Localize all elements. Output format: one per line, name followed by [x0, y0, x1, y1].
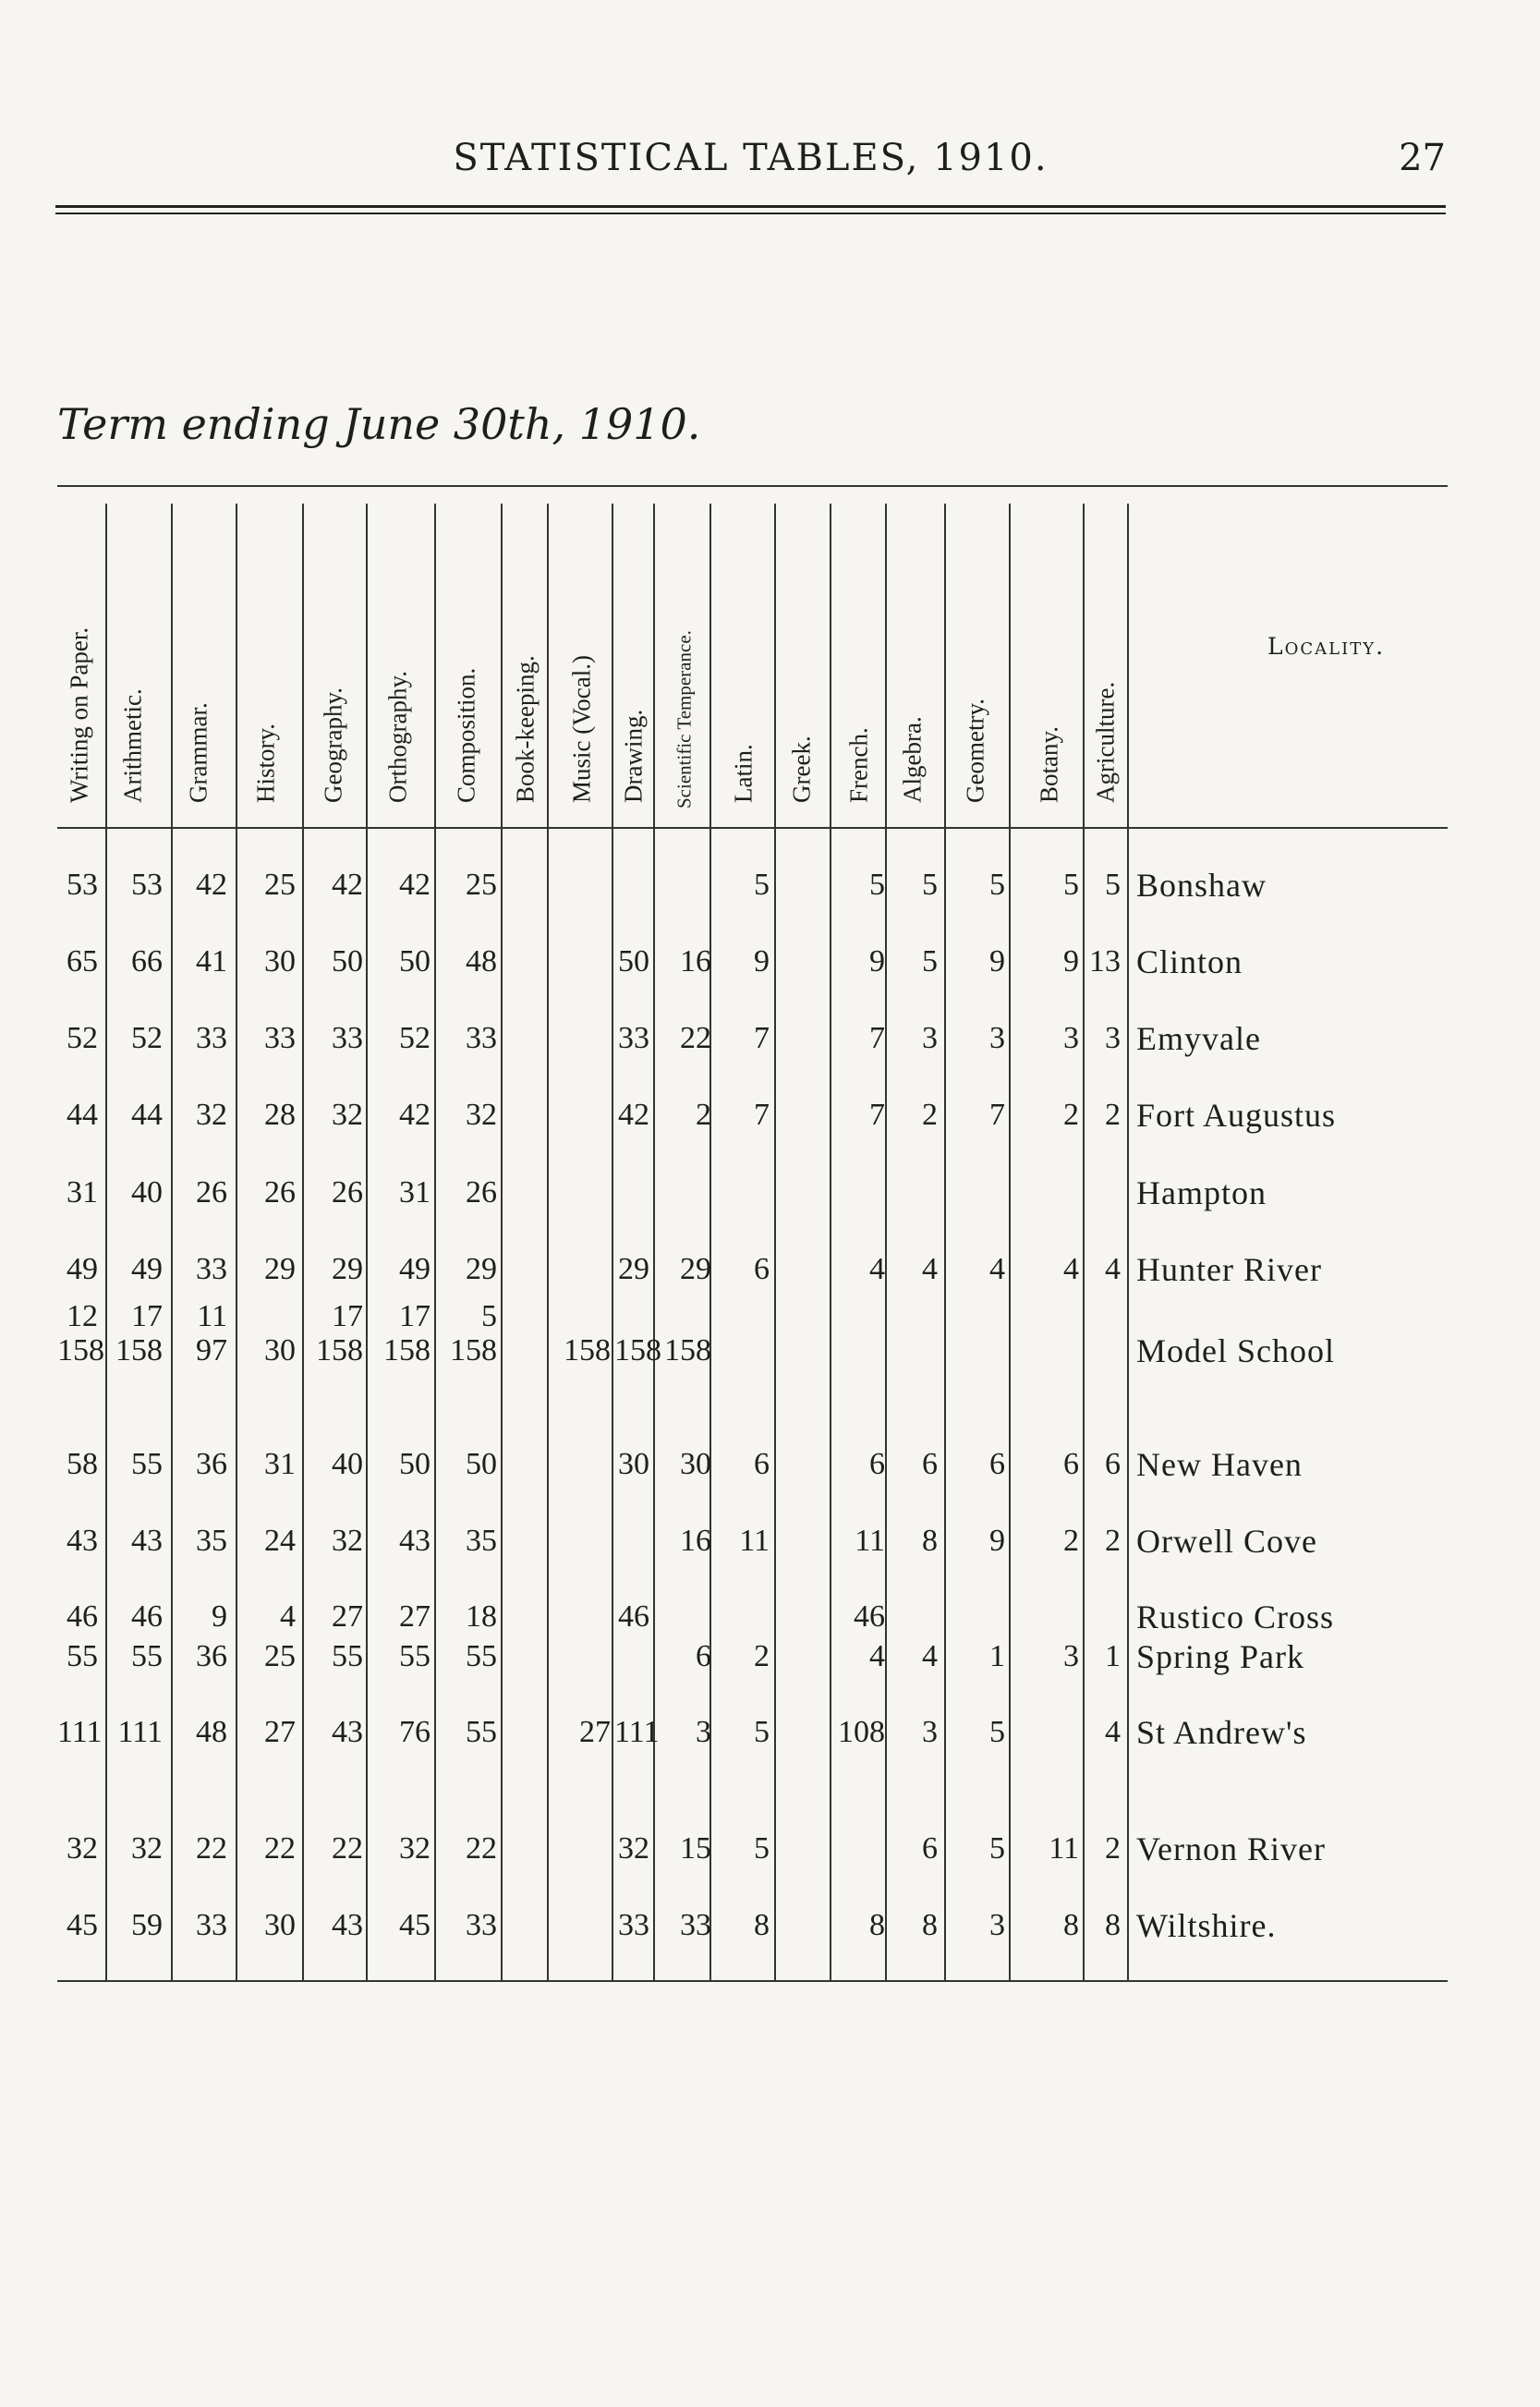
column-divider	[302, 504, 304, 1980]
table-cell: 2	[754, 1639, 770, 1673]
table-cell: 43	[67, 1524, 98, 1558]
table-cell: 59	[131, 1908, 163, 1942]
table-cell: 4	[869, 1639, 885, 1673]
table-cell: 32	[466, 1098, 497, 1132]
column-divider	[366, 504, 368, 1980]
table-cell: 35	[466, 1524, 497, 1558]
table-cell: 9	[989, 944, 1005, 979]
table-cell: 46	[67, 1599, 98, 1634]
table-cell: 49	[67, 1252, 98, 1286]
table-cell: 30	[680, 1447, 711, 1481]
table-cell: 31	[264, 1447, 296, 1481]
term-heading: Term ending June 30th, 1910.	[57, 399, 701, 449]
table-cell: 5	[922, 944, 938, 979]
table-cell: 3	[922, 1715, 938, 1749]
table-cell: 5	[989, 1715, 1005, 1749]
table-cell: 6	[754, 1252, 770, 1286]
table-cell: 6	[922, 1831, 938, 1866]
table-row	[57, 1328, 1448, 1374]
column-header	[1022, 504, 1077, 841]
column-header	[716, 504, 771, 841]
column-header	[831, 504, 887, 841]
table-cell: 18	[466, 1599, 497, 1634]
column-header	[948, 504, 1003, 841]
table-cell: 53	[131, 868, 163, 902]
column-header-label: Writing on Paper.	[65, 626, 93, 803]
table-cell: 17	[332, 1299, 363, 1333]
table-cell: 24	[264, 1524, 296, 1558]
column-header	[885, 504, 940, 841]
table-cell: 55	[131, 1639, 163, 1673]
column-header-label: Scientific Temperance.	[673, 630, 695, 808]
table-cell: 7	[754, 1098, 770, 1132]
table-cell: 3	[1063, 1639, 1079, 1673]
table-cell: 11	[739, 1524, 770, 1558]
table-cell: 40	[332, 1447, 363, 1481]
table-cell: 52	[131, 1021, 163, 1055]
column-header-label: Agriculture.	[1091, 681, 1120, 803]
table-cell: 22	[264, 1831, 296, 1866]
column-header	[554, 504, 610, 841]
table-cell: 76	[399, 1715, 430, 1749]
table-cell: 2	[1105, 1524, 1121, 1558]
table-cell: 32	[67, 1831, 98, 1866]
table-cell: 46	[131, 1599, 163, 1634]
table-cell: 15	[680, 1831, 711, 1866]
column-header-label: Geometry.	[961, 699, 988, 803]
table-row	[57, 1246, 1448, 1293]
table-cell: 26	[466, 1175, 497, 1210]
table-cell: 8	[869, 1908, 885, 1942]
table-cell: 43	[131, 1524, 163, 1558]
column-header-label: Orthography.	[383, 671, 412, 803]
column-header-label: Composition.	[452, 667, 479, 803]
table-cell: 2	[1105, 1098, 1121, 1132]
column-header	[105, 504, 161, 841]
column-header-label: Geography.	[319, 687, 346, 803]
table-cell: 32	[196, 1098, 227, 1132]
locality-name: Spring Park	[1136, 1638, 1304, 1675]
table-cell: 66	[131, 944, 163, 979]
table-cell: 9	[1063, 944, 1079, 979]
table-cell: 5	[1105, 868, 1121, 902]
table-cell: 33	[466, 1908, 497, 1942]
table-row	[57, 862, 1448, 908]
table-cell: 32	[131, 1831, 163, 1866]
table-cell: 58	[67, 1447, 98, 1481]
column-header-label: Grammar.	[184, 702, 212, 803]
table-cell: 12	[67, 1299, 98, 1333]
table-cell: 17	[131, 1299, 163, 1333]
table-cell: 29	[680, 1252, 711, 1286]
table-cell: 46	[854, 1599, 885, 1634]
column-divider	[434, 504, 436, 1980]
page-number: 27	[1399, 137, 1446, 179]
table-cell: 42	[196, 868, 227, 902]
table-cell: 31	[67, 1175, 98, 1210]
column-header	[606, 504, 661, 841]
locality-name: New Haven	[1136, 1446, 1303, 1483]
column-header-label: Latin.	[729, 744, 757, 803]
table-cell: 48	[196, 1715, 227, 1749]
table-cell: 6	[696, 1639, 711, 1673]
column-header	[52, 504, 107, 841]
table-cell: 46	[618, 1599, 649, 1634]
table-cell: 158	[316, 1333, 363, 1368]
table-cell: 29	[332, 1252, 363, 1286]
table-cell: 8	[922, 1524, 938, 1558]
table-cell: 22	[332, 1831, 363, 1866]
table-cell: 111	[614, 1715, 660, 1749]
table-cell: 45	[67, 1908, 98, 1942]
table-cell: 5	[754, 868, 770, 902]
table-cell: 6	[869, 1447, 885, 1481]
table-cell: 3	[1063, 1021, 1079, 1055]
locality-name: Vernon River	[1136, 1830, 1326, 1867]
table-cell: 22	[680, 1021, 711, 1055]
table-cell: 53	[67, 868, 98, 902]
locality-name: Model School	[1136, 1332, 1335, 1369]
table-cell: 4	[1105, 1715, 1121, 1749]
locality-name: Clinton	[1136, 943, 1243, 980]
table-cell: 55	[131, 1447, 163, 1481]
table-cell: 11	[855, 1524, 885, 1558]
table-cell: 40	[131, 1175, 163, 1210]
locality-name: Fort Augustus	[1136, 1097, 1337, 1134]
column-divider	[944, 504, 946, 1980]
table-cell: 5	[989, 1831, 1005, 1866]
table-cell: 35	[196, 1524, 227, 1558]
table-cell: 9	[754, 944, 770, 979]
table-cell: 2	[1063, 1098, 1079, 1132]
table-cell: 33	[196, 1021, 227, 1055]
locality-name: Wiltshire.	[1136, 1907, 1277, 1944]
table-cell: 43	[332, 1908, 363, 1942]
table-cell: 27	[264, 1715, 296, 1749]
table-cell: 5	[989, 868, 1005, 902]
locality-name: Hunter River	[1136, 1251, 1322, 1288]
table-cell: 4	[869, 1252, 885, 1286]
table-cell: 33	[264, 1021, 296, 1055]
table-cell: 29	[264, 1252, 296, 1286]
table-cell: 22	[466, 1831, 497, 1866]
column-header-label: Book-keeping.	[511, 655, 540, 803]
table-cell: 6	[754, 1447, 770, 1481]
table-cell: 9	[869, 944, 885, 979]
table-cell: 26	[332, 1175, 363, 1210]
table-row	[57, 1092, 1448, 1138]
table-cell: 3	[989, 1908, 1005, 1942]
table-cell: 158	[664, 1333, 711, 1368]
locality-name: Emyvale	[1136, 1020, 1261, 1057]
table-cell: 7	[869, 1098, 885, 1132]
table-cell: 55	[332, 1639, 363, 1673]
table-cell: 26	[264, 1175, 296, 1210]
table-row	[57, 1441, 1448, 1488]
table-cell: 29	[618, 1252, 649, 1286]
table-cell: 3	[696, 1715, 711, 1749]
column-header	[1078, 504, 1134, 841]
column-header	[238, 504, 294, 841]
table-cell: 13	[1089, 944, 1121, 979]
table-cell: 55	[67, 1639, 98, 1673]
table-cell: 2	[696, 1098, 711, 1132]
header-rule	[55, 205, 1446, 208]
column-header-label: Music (Vocal.)	[567, 655, 595, 803]
table-cell: 16	[680, 944, 711, 979]
table-cell: 4	[280, 1599, 296, 1634]
table-cell: 7	[869, 1021, 885, 1055]
table-cell: 32	[618, 1831, 649, 1866]
table-cell: 158	[115, 1333, 163, 1368]
table-cell: 33	[196, 1252, 227, 1286]
header-rule-inner	[55, 213, 1446, 214]
table-cell: 111	[57, 1715, 103, 1749]
table-cell: 6	[989, 1447, 1005, 1481]
table-cell: 158	[450, 1333, 497, 1368]
table-cell: 4	[989, 1252, 1005, 1286]
table-cell: 50	[399, 1447, 430, 1481]
column-divider	[236, 504, 237, 1980]
column-header	[657, 504, 712, 841]
table-row	[57, 1015, 1448, 1062]
locality-name: Hampton	[1136, 1174, 1267, 1211]
table-cell: 5	[481, 1299, 497, 1333]
table-row	[57, 1170, 1448, 1216]
table-row	[57, 1709, 1448, 1756]
table-cell: 55	[466, 1639, 497, 1673]
table-cell: 33	[680, 1908, 711, 1942]
table-cell: 52	[399, 1021, 430, 1055]
table-cell: 158	[564, 1333, 611, 1368]
column-header	[171, 504, 226, 841]
table-cell: 26	[196, 1175, 227, 1210]
table-cell: 6	[922, 1447, 938, 1481]
column-header-label: Algebra.	[898, 716, 926, 803]
table-cell: 4	[922, 1639, 938, 1673]
table-row	[57, 939, 1448, 985]
table-cell: 32	[399, 1831, 430, 1866]
table-cell: 8	[922, 1908, 938, 1942]
table-cell: 50	[399, 944, 430, 979]
table-cell: 29	[466, 1252, 497, 1286]
locality-name: Rustico Cross	[1136, 1599, 1335, 1635]
table-bottom-rule	[57, 1980, 1448, 1982]
column-header-label: Greek.	[787, 735, 815, 803]
column-divider	[1009, 504, 1011, 1980]
table-cell: 33	[618, 1908, 649, 1942]
table-cell: 30	[264, 1908, 296, 1942]
table-cell: 27	[332, 1599, 363, 1634]
table-top-rule	[57, 485, 1448, 487]
running-title: STATISTICAL TABLES, 1910.	[453, 137, 1049, 179]
table-cell: 6	[1105, 1447, 1121, 1481]
table-cell: 97	[196, 1333, 227, 1368]
table-cell: 43	[332, 1715, 363, 1749]
table-cell: 44	[67, 1098, 98, 1132]
table-cell: 25	[264, 868, 296, 902]
table-cell: 30	[264, 944, 296, 979]
table-cell: 7	[989, 1098, 1005, 1132]
table-cell: 1	[1105, 1639, 1121, 1673]
table-cell: 158	[383, 1333, 430, 1368]
table-cell: 49	[399, 1252, 430, 1286]
table-cell: 30	[264, 1333, 296, 1368]
table-cell: 33	[618, 1021, 649, 1055]
table-row	[57, 1903, 1448, 1949]
table-cell: 42	[399, 1098, 430, 1132]
table-cell: 36	[196, 1639, 227, 1673]
locality-name: Bonshaw	[1136, 867, 1267, 904]
table-cell: 25	[466, 868, 497, 902]
column-header	[370, 504, 426, 841]
locality-name: Orwell Cove	[1136, 1523, 1317, 1560]
table-cell: 1	[989, 1639, 1005, 1673]
table-cell: 16	[680, 1524, 711, 1558]
table-cell: 44	[131, 1098, 163, 1132]
column-header-label: Botany.	[1035, 726, 1062, 803]
table-cell: 52	[67, 1021, 98, 1055]
table-cell: 49	[131, 1252, 163, 1286]
column-header-label: French.	[844, 727, 873, 803]
table-cell: 5	[869, 868, 885, 902]
table-cell: 33	[332, 1021, 363, 1055]
table-cell: 33	[466, 1021, 497, 1055]
table-cell: 8	[1063, 1908, 1079, 1942]
table-cell: 41	[196, 944, 227, 979]
column-header-label: History.	[251, 723, 280, 803]
table-cell: 108	[838, 1715, 885, 1749]
table-cell: 17	[399, 1299, 430, 1333]
table-cell: 3	[1105, 1021, 1121, 1055]
locality-name: St Andrew's	[1136, 1714, 1307, 1751]
table-cell: 5	[754, 1831, 770, 1866]
table-cell: 11	[1049, 1831, 1079, 1866]
table-cell: 9	[212, 1599, 227, 1634]
table-cell: 3	[989, 1021, 1005, 1055]
table-cell: 2	[922, 1098, 938, 1132]
table-cell: 5	[922, 868, 938, 902]
column-header	[306, 504, 361, 841]
table-row	[57, 1518, 1448, 1564]
table-cell: 5	[754, 1715, 770, 1749]
table-cell: 28	[264, 1098, 296, 1132]
table-row	[57, 1826, 1448, 1872]
locality-column-header: Locality.	[1267, 633, 1386, 660]
column-header	[439, 504, 494, 841]
table-cell: 31	[399, 1175, 430, 1210]
table-cell: 9	[989, 1524, 1005, 1558]
table-cell: 27	[399, 1599, 430, 1634]
column-header	[774, 504, 830, 841]
table-cell: 4	[1105, 1252, 1121, 1286]
table-cell: 50	[466, 1447, 497, 1481]
table-cell: 8	[1105, 1908, 1121, 1942]
table-cell: 42	[332, 868, 363, 902]
table-cell: 50	[332, 944, 363, 979]
table-cell: 158	[57, 1333, 104, 1368]
table-cell: 42	[618, 1098, 649, 1132]
table-cell: 27	[579, 1715, 611, 1749]
table-cell: 36	[196, 1447, 227, 1481]
table-cell: 32	[332, 1524, 363, 1558]
table-cell: 2	[1105, 1831, 1121, 1866]
table-cell: 7	[754, 1021, 770, 1055]
table-cell: 3	[922, 1021, 938, 1055]
table-cell: 55	[466, 1715, 497, 1749]
table-cell: 8	[754, 1908, 770, 1942]
page-header	[55, 137, 1446, 192]
table-cell: 48	[466, 944, 497, 979]
table-cell: 45	[399, 1908, 430, 1942]
table-cell: 33	[196, 1908, 227, 1942]
table-cell: 4	[922, 1252, 938, 1286]
table-cell: 25	[264, 1639, 296, 1673]
column-header-label: Arithmetic.	[118, 688, 146, 803]
table-row	[57, 1634, 1448, 1680]
table-cell: 32	[332, 1098, 363, 1132]
table-cell: 5	[1063, 868, 1079, 902]
table-cell: 158	[614, 1333, 661, 1368]
table-cell: 111	[117, 1715, 163, 1749]
table-cell: 6	[1063, 1447, 1079, 1481]
table-cell: 42	[399, 868, 430, 902]
table-cell: 2	[1063, 1524, 1079, 1558]
table-cell: 43	[399, 1524, 430, 1558]
table-cell: 4	[1063, 1252, 1079, 1286]
table-cell: 50	[618, 944, 649, 979]
column-header-label: Drawing.	[619, 709, 648, 803]
table-cell: 11	[197, 1299, 227, 1333]
table-cell: 55	[399, 1639, 430, 1673]
table-cell: 22	[196, 1831, 227, 1866]
column-header	[498, 504, 553, 841]
table-cell: 30	[618, 1447, 649, 1481]
table-cell: 65	[67, 944, 98, 979]
